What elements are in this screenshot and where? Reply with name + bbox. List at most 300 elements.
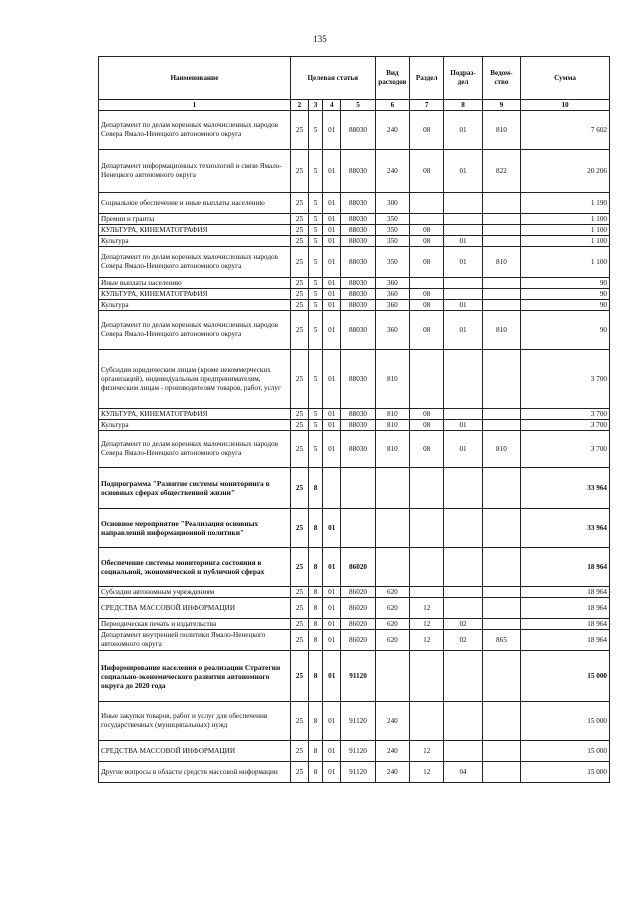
- header-target-article: Целевая статья: [290, 57, 375, 100]
- target-article-subprogram: 8: [309, 762, 323, 783]
- subsection: 01: [444, 247, 482, 278]
- target-article-subprogram: 5: [309, 236, 323, 247]
- row-name: Подпрограмма "Развитие системы мониторинга в основных сферах общественной жизни": [99, 468, 291, 509]
- table-body: [99, 111, 610, 783]
- target-article-code: 88030: [341, 225, 375, 236]
- target-article-program: 25: [290, 741, 308, 762]
- row-name: Обеспечение системы мониторинга состояния в социальной, экономической и публичной сферах: [99, 548, 291, 587]
- department-code: 810: [482, 247, 520, 278]
- expense-type: [375, 468, 409, 509]
- target-article-subprogram: 5: [309, 431, 323, 468]
- target-article-activity: 01: [323, 311, 341, 350]
- target-article-activity: 01: [323, 111, 341, 150]
- subsection: 01: [444, 150, 482, 193]
- target-article-subprogram: 8: [309, 587, 323, 598]
- target-article-subprogram: 5: [309, 150, 323, 193]
- expense-type: 300: [375, 193, 409, 214]
- department-code: 865: [482, 630, 520, 651]
- target-article-subprogram: 5: [309, 409, 323, 420]
- department-code: [482, 193, 520, 214]
- table-row: [99, 311, 610, 350]
- header-expense-type: Вид расходов: [375, 57, 409, 100]
- target-article-program: 25: [290, 214, 308, 225]
- target-article-code: 88030: [341, 350, 375, 409]
- table-row: [99, 598, 610, 619]
- target-article-code: 88030: [341, 409, 375, 420]
- row-name: Департамент информационных технологий и связи Ямало-Ненецкого автономного округа: [99, 150, 291, 193]
- target-article-code: [341, 509, 375, 548]
- table-row: [99, 225, 610, 236]
- target-article-activity: 01: [323, 702, 341, 741]
- table-row: [99, 150, 610, 193]
- subsection: [444, 702, 482, 741]
- subsection: [444, 548, 482, 587]
- expense-type: 620: [375, 630, 409, 651]
- row-name: Департамент по делам коренных малочисленных народов Севера Ямало-Ненецкого автономного округа: [99, 247, 291, 278]
- expense-type: 240: [375, 111, 409, 150]
- department-code: [482, 300, 520, 311]
- target-article-code: 88030: [341, 111, 375, 150]
- target-article-subprogram: 8: [309, 630, 323, 651]
- section: 12: [410, 630, 444, 651]
- section: [410, 509, 444, 548]
- department-code: [482, 619, 520, 630]
- expense-type: [375, 651, 409, 702]
- subsection: 01: [444, 111, 482, 150]
- amount: 1 190: [521, 193, 610, 214]
- row-name: КУЛЬТУРА, КИНЕМАТОГРАФИЯ: [99, 225, 291, 236]
- section: 08: [410, 311, 444, 350]
- table-row: [99, 702, 610, 741]
- amount: 1 100: [521, 214, 610, 225]
- section: [410, 702, 444, 741]
- section: 08: [410, 247, 444, 278]
- target-article-activity: 01: [323, 431, 341, 468]
- target-article-subprogram: 5: [309, 214, 323, 225]
- department-code: [482, 548, 520, 587]
- target-article-program: 25: [290, 247, 308, 278]
- target-article-code: 86020: [341, 619, 375, 630]
- amount: 1 100: [521, 225, 610, 236]
- target-article-code: 86020: [341, 598, 375, 619]
- table-row: [99, 420, 610, 431]
- section: [410, 214, 444, 225]
- expense-type: 810: [375, 431, 409, 468]
- subsection: 01: [444, 420, 482, 431]
- section: [410, 278, 444, 289]
- target-article-program: 25: [290, 225, 308, 236]
- target-article-program: 25: [290, 150, 308, 193]
- amount: 33 964: [521, 509, 610, 548]
- target-article-subprogram: 8: [309, 619, 323, 630]
- section: 08: [410, 431, 444, 468]
- department-code: [482, 214, 520, 225]
- section: 12: [410, 619, 444, 630]
- subsection: [444, 289, 482, 300]
- target-article-code: 88030: [341, 420, 375, 431]
- section: 08: [410, 300, 444, 311]
- department-code: [482, 598, 520, 619]
- section: [410, 468, 444, 509]
- expense-type: 350: [375, 247, 409, 278]
- subsection: [444, 598, 482, 619]
- target-article-activity: 01: [323, 509, 341, 548]
- target-article-subprogram: 5: [309, 111, 323, 150]
- target-article-activity: [323, 468, 341, 509]
- subsection: [444, 651, 482, 702]
- target-article-program: 25: [290, 278, 308, 289]
- department-code: [482, 420, 520, 431]
- target-article-subprogram: 8: [309, 651, 323, 702]
- target-article-code: 88030: [341, 193, 375, 214]
- row-name: Культура: [99, 236, 291, 247]
- department-code: 810: [482, 111, 520, 150]
- col-number: 7: [410, 100, 444, 111]
- amount: 1 100: [521, 236, 610, 247]
- row-name: Субсидии автономным учреждениям: [99, 587, 291, 598]
- section: [410, 548, 444, 587]
- department-code: [482, 702, 520, 741]
- department-code: [482, 741, 520, 762]
- target-article-code: 91120: [341, 702, 375, 741]
- row-name: СРЕДСТВА МАССОВОЙ ИНФОРМАЦИИ: [99, 598, 291, 619]
- target-article-subprogram: 8: [309, 548, 323, 587]
- amount: 18 964: [521, 587, 610, 598]
- header-section: Раздел: [410, 57, 444, 100]
- subsection: [444, 193, 482, 214]
- target-article-subprogram: 5: [309, 278, 323, 289]
- amount: 90: [521, 278, 610, 289]
- department-code: [482, 762, 520, 783]
- row-name: Социальное обеспечение и иные выплаты населению: [99, 193, 291, 214]
- section: 08: [410, 150, 444, 193]
- target-article-activity: 01: [323, 289, 341, 300]
- subsection: [444, 278, 482, 289]
- target-article-code: 88030: [341, 150, 375, 193]
- subsection: [444, 587, 482, 598]
- target-article-program: 25: [290, 468, 308, 509]
- department-code: 810: [482, 431, 520, 468]
- target-article-subprogram: 5: [309, 225, 323, 236]
- subsection: [444, 468, 482, 509]
- target-article-program: 25: [290, 236, 308, 247]
- target-article-program: 25: [290, 619, 308, 630]
- target-article-activity: 01: [323, 193, 341, 214]
- section: [410, 193, 444, 214]
- target-article-subprogram: 5: [309, 311, 323, 350]
- target-article-program: 25: [290, 193, 308, 214]
- table-row: [99, 587, 610, 598]
- amount: 18 964: [521, 619, 610, 630]
- target-article-program: 25: [290, 630, 308, 651]
- amount: 3 700: [521, 350, 610, 409]
- expense-type: [375, 509, 409, 548]
- target-article-code: 88030: [341, 214, 375, 225]
- department-code: [482, 289, 520, 300]
- section: [410, 350, 444, 409]
- target-article-program: 25: [290, 509, 308, 548]
- subsection: [444, 225, 482, 236]
- table-row: [99, 236, 610, 247]
- expense-type: 240: [375, 741, 409, 762]
- target-article-program: 25: [290, 289, 308, 300]
- target-article-activity: 01: [323, 741, 341, 762]
- col-number: 1: [99, 100, 291, 111]
- header-department: Ведом- ство: [482, 57, 520, 100]
- subsection: [444, 409, 482, 420]
- amount: 15 000: [521, 762, 610, 783]
- section: 08: [410, 420, 444, 431]
- table-row: [99, 509, 610, 548]
- table-row: [99, 300, 610, 311]
- target-article-program: 25: [290, 762, 308, 783]
- budget-table: [98, 56, 610, 783]
- target-article-activity: 01: [323, 236, 341, 247]
- expense-type: 620: [375, 619, 409, 630]
- target-article-program: 25: [290, 548, 308, 587]
- row-name: Иные выплаты населению: [99, 278, 291, 289]
- expense-type: 810: [375, 409, 409, 420]
- target-article-program: 25: [290, 702, 308, 741]
- row-name: Департамент внутренней политики Ямало-Ненецкого автономного округа: [99, 630, 291, 651]
- table-row: [99, 247, 610, 278]
- target-article-code: 88030: [341, 247, 375, 278]
- table-row: [99, 548, 610, 587]
- row-name: КУЛЬТУРА, КИНЕМАТОГРАФИЯ: [99, 289, 291, 300]
- target-article-subprogram: 5: [309, 300, 323, 311]
- target-article-activity: 01: [323, 225, 341, 236]
- target-article-activity: 01: [323, 300, 341, 311]
- department-code: [482, 225, 520, 236]
- target-article-program: 25: [290, 420, 308, 431]
- target-article-activity: 01: [323, 587, 341, 598]
- col-number: 10: [521, 100, 610, 111]
- target-article-code: 91120: [341, 762, 375, 783]
- expense-type: 350: [375, 236, 409, 247]
- section: 08: [410, 111, 444, 150]
- target-article-activity: 01: [323, 762, 341, 783]
- target-article-code: [341, 468, 375, 509]
- header-row: [99, 57, 610, 100]
- table-row: [99, 468, 610, 509]
- amount: 3 700: [521, 420, 610, 431]
- table-row: [99, 630, 610, 651]
- target-article-subprogram: 8: [309, 598, 323, 619]
- section: 12: [410, 598, 444, 619]
- row-name: Культура: [99, 420, 291, 431]
- section: 08: [410, 236, 444, 247]
- department-code: [482, 468, 520, 509]
- expense-type: 350: [375, 225, 409, 236]
- target-article-subprogram: 8: [309, 509, 323, 548]
- target-article-code: 86020: [341, 630, 375, 651]
- target-article-subprogram: 5: [309, 247, 323, 278]
- target-article-program: 25: [290, 651, 308, 702]
- expense-type: 360: [375, 289, 409, 300]
- row-name: Департамент по делам коренных малочисленных народов Севера Ямало-Ненецкого автономного округа: [99, 111, 291, 150]
- subsection: 01: [444, 236, 482, 247]
- department-code: [482, 350, 520, 409]
- target-article-code: 91120: [341, 741, 375, 762]
- target-article-activity: 01: [323, 651, 341, 702]
- amount: 18 964: [521, 548, 610, 587]
- target-article-subprogram: 5: [309, 350, 323, 409]
- target-article-activity: 01: [323, 150, 341, 193]
- amount: 15 000: [521, 651, 610, 702]
- table-row: [99, 431, 610, 468]
- section: [410, 651, 444, 702]
- amount: 18 964: [521, 630, 610, 651]
- table-row: [99, 741, 610, 762]
- table-row: [99, 111, 610, 150]
- subsection: [444, 741, 482, 762]
- expense-type: 620: [375, 587, 409, 598]
- amount: 7 602: [521, 111, 610, 150]
- row-name: Субсидии юридическим лицам (кроме некоммерческих организаций), индивидуальным предпринимателям, физическим лицам - производителям товаров, работ, услуг: [99, 350, 291, 409]
- amount: 3 700: [521, 431, 610, 468]
- department-code: [482, 278, 520, 289]
- col-number: 9: [482, 100, 520, 111]
- section: 08: [410, 289, 444, 300]
- section: 12: [410, 741, 444, 762]
- expense-type: 810: [375, 420, 409, 431]
- department-code: [482, 587, 520, 598]
- col-number: 5: [341, 100, 375, 111]
- target-article-activity: 01: [323, 630, 341, 651]
- table-row: [99, 619, 610, 630]
- expense-type: 240: [375, 150, 409, 193]
- target-article-code: 88030: [341, 311, 375, 350]
- target-article-code: 88030: [341, 300, 375, 311]
- target-article-subprogram: 5: [309, 193, 323, 214]
- row-name: КУЛЬТУРА, КИНЕМАТОГРАФИЯ: [99, 409, 291, 420]
- row-name: Иные закупки товаров, работ и услуг для обеспечения государственных (муниципальных) нужд: [99, 702, 291, 741]
- row-name: Основное мероприятие "Реализация основных направлений информационной политики": [99, 509, 291, 548]
- col-number: 2: [290, 100, 308, 111]
- expense-type: [375, 548, 409, 587]
- amount: 15 000: [521, 741, 610, 762]
- target-article-code: 88030: [341, 278, 375, 289]
- amount: 90: [521, 311, 610, 350]
- table-row: [99, 278, 610, 289]
- subsection: 02: [444, 619, 482, 630]
- subsection: 04: [444, 762, 482, 783]
- row-name: СРЕДСТВА МАССОВОЙ ИНФОРМАЦИИ: [99, 741, 291, 762]
- amount: 33 964: [521, 468, 610, 509]
- target-article-activity: 01: [323, 420, 341, 431]
- table-row: [99, 762, 610, 783]
- subsection: 01: [444, 311, 482, 350]
- target-article-activity: 01: [323, 619, 341, 630]
- target-article-program: 25: [290, 587, 308, 598]
- department-code: [482, 409, 520, 420]
- header-name: Наименование: [99, 57, 291, 100]
- target-article-subprogram: 8: [309, 468, 323, 509]
- table-row: [99, 350, 610, 409]
- target-article-code: 88030: [341, 289, 375, 300]
- expense-type: 360: [375, 311, 409, 350]
- table-row: [99, 214, 610, 225]
- row-name: Департамент по делам коренных малочисленных народов Севера Ямало-Ненецкого автономного округа: [99, 431, 291, 468]
- subsection: 01: [444, 431, 482, 468]
- amount: 3 700: [521, 409, 610, 420]
- table-row: [99, 651, 610, 702]
- amount: 90: [521, 289, 610, 300]
- target-article-program: 25: [290, 598, 308, 619]
- target-article-program: 25: [290, 409, 308, 420]
- table-row: [99, 193, 610, 214]
- section: 08: [410, 409, 444, 420]
- department-code: [482, 509, 520, 548]
- target-article-program: 25: [290, 350, 308, 409]
- target-article-activity: 01: [323, 409, 341, 420]
- table-row: [99, 289, 610, 300]
- row-name: Информирование населения о реализации Стратегии социально-экономического развития автономного округа до 2020 года: [99, 651, 291, 702]
- target-article-activity: 01: [323, 247, 341, 278]
- subsection: 02: [444, 630, 482, 651]
- expense-type: 360: [375, 278, 409, 289]
- header-subsection: Подраз- дел: [444, 57, 482, 100]
- target-article-subprogram: 5: [309, 420, 323, 431]
- table-row: [99, 409, 610, 420]
- amount: 1 100: [521, 247, 610, 278]
- page-number: 135: [313, 34, 327, 44]
- amount: 15 000: [521, 702, 610, 741]
- expense-type: 240: [375, 762, 409, 783]
- column-number-row: [99, 100, 610, 111]
- target-article-code: 91120: [341, 651, 375, 702]
- expense-type: 620: [375, 598, 409, 619]
- col-number: 3: [309, 100, 323, 111]
- row-name: Культура: [99, 300, 291, 311]
- amount: 90: [521, 300, 610, 311]
- row-name: Департамент по делам коренных малочисленных народов Севера Ямало-Ненецкого автономного округа: [99, 311, 291, 350]
- target-article-activity: 01: [323, 278, 341, 289]
- target-article-code: 88030: [341, 236, 375, 247]
- target-article-program: 25: [290, 311, 308, 350]
- col-number: 8: [444, 100, 482, 111]
- target-article-activity: 01: [323, 350, 341, 409]
- target-article-activity: 01: [323, 598, 341, 619]
- target-article-code: 86020: [341, 587, 375, 598]
- target-article-code: 86020: [341, 548, 375, 587]
- col-number: 6: [375, 100, 409, 111]
- target-article-program: 25: [290, 300, 308, 311]
- col-number: 4: [323, 100, 341, 111]
- expense-type: 810: [375, 350, 409, 409]
- target-article-program: 25: [290, 431, 308, 468]
- header-amount: Сумма: [521, 57, 610, 100]
- subsection: [444, 350, 482, 409]
- target-article-program: 25: [290, 111, 308, 150]
- expense-type: 240: [375, 702, 409, 741]
- department-code: 822: [482, 150, 520, 193]
- target-article-subprogram: 8: [309, 702, 323, 741]
- subsection: [444, 509, 482, 548]
- section: 12: [410, 762, 444, 783]
- section: 08: [410, 225, 444, 236]
- target-article-activity: 01: [323, 214, 341, 225]
- amount: 18 964: [521, 598, 610, 619]
- amount: 20 206: [521, 150, 610, 193]
- expense-type: 350: [375, 214, 409, 225]
- target-article-subprogram: 5: [309, 289, 323, 300]
- target-article-activity: 01: [323, 548, 341, 587]
- row-name: Премии и гранты: [99, 214, 291, 225]
- subsection: 01: [444, 300, 482, 311]
- row-name: Другие вопросы в области средств массовой информации: [99, 762, 291, 783]
- section: [410, 587, 444, 598]
